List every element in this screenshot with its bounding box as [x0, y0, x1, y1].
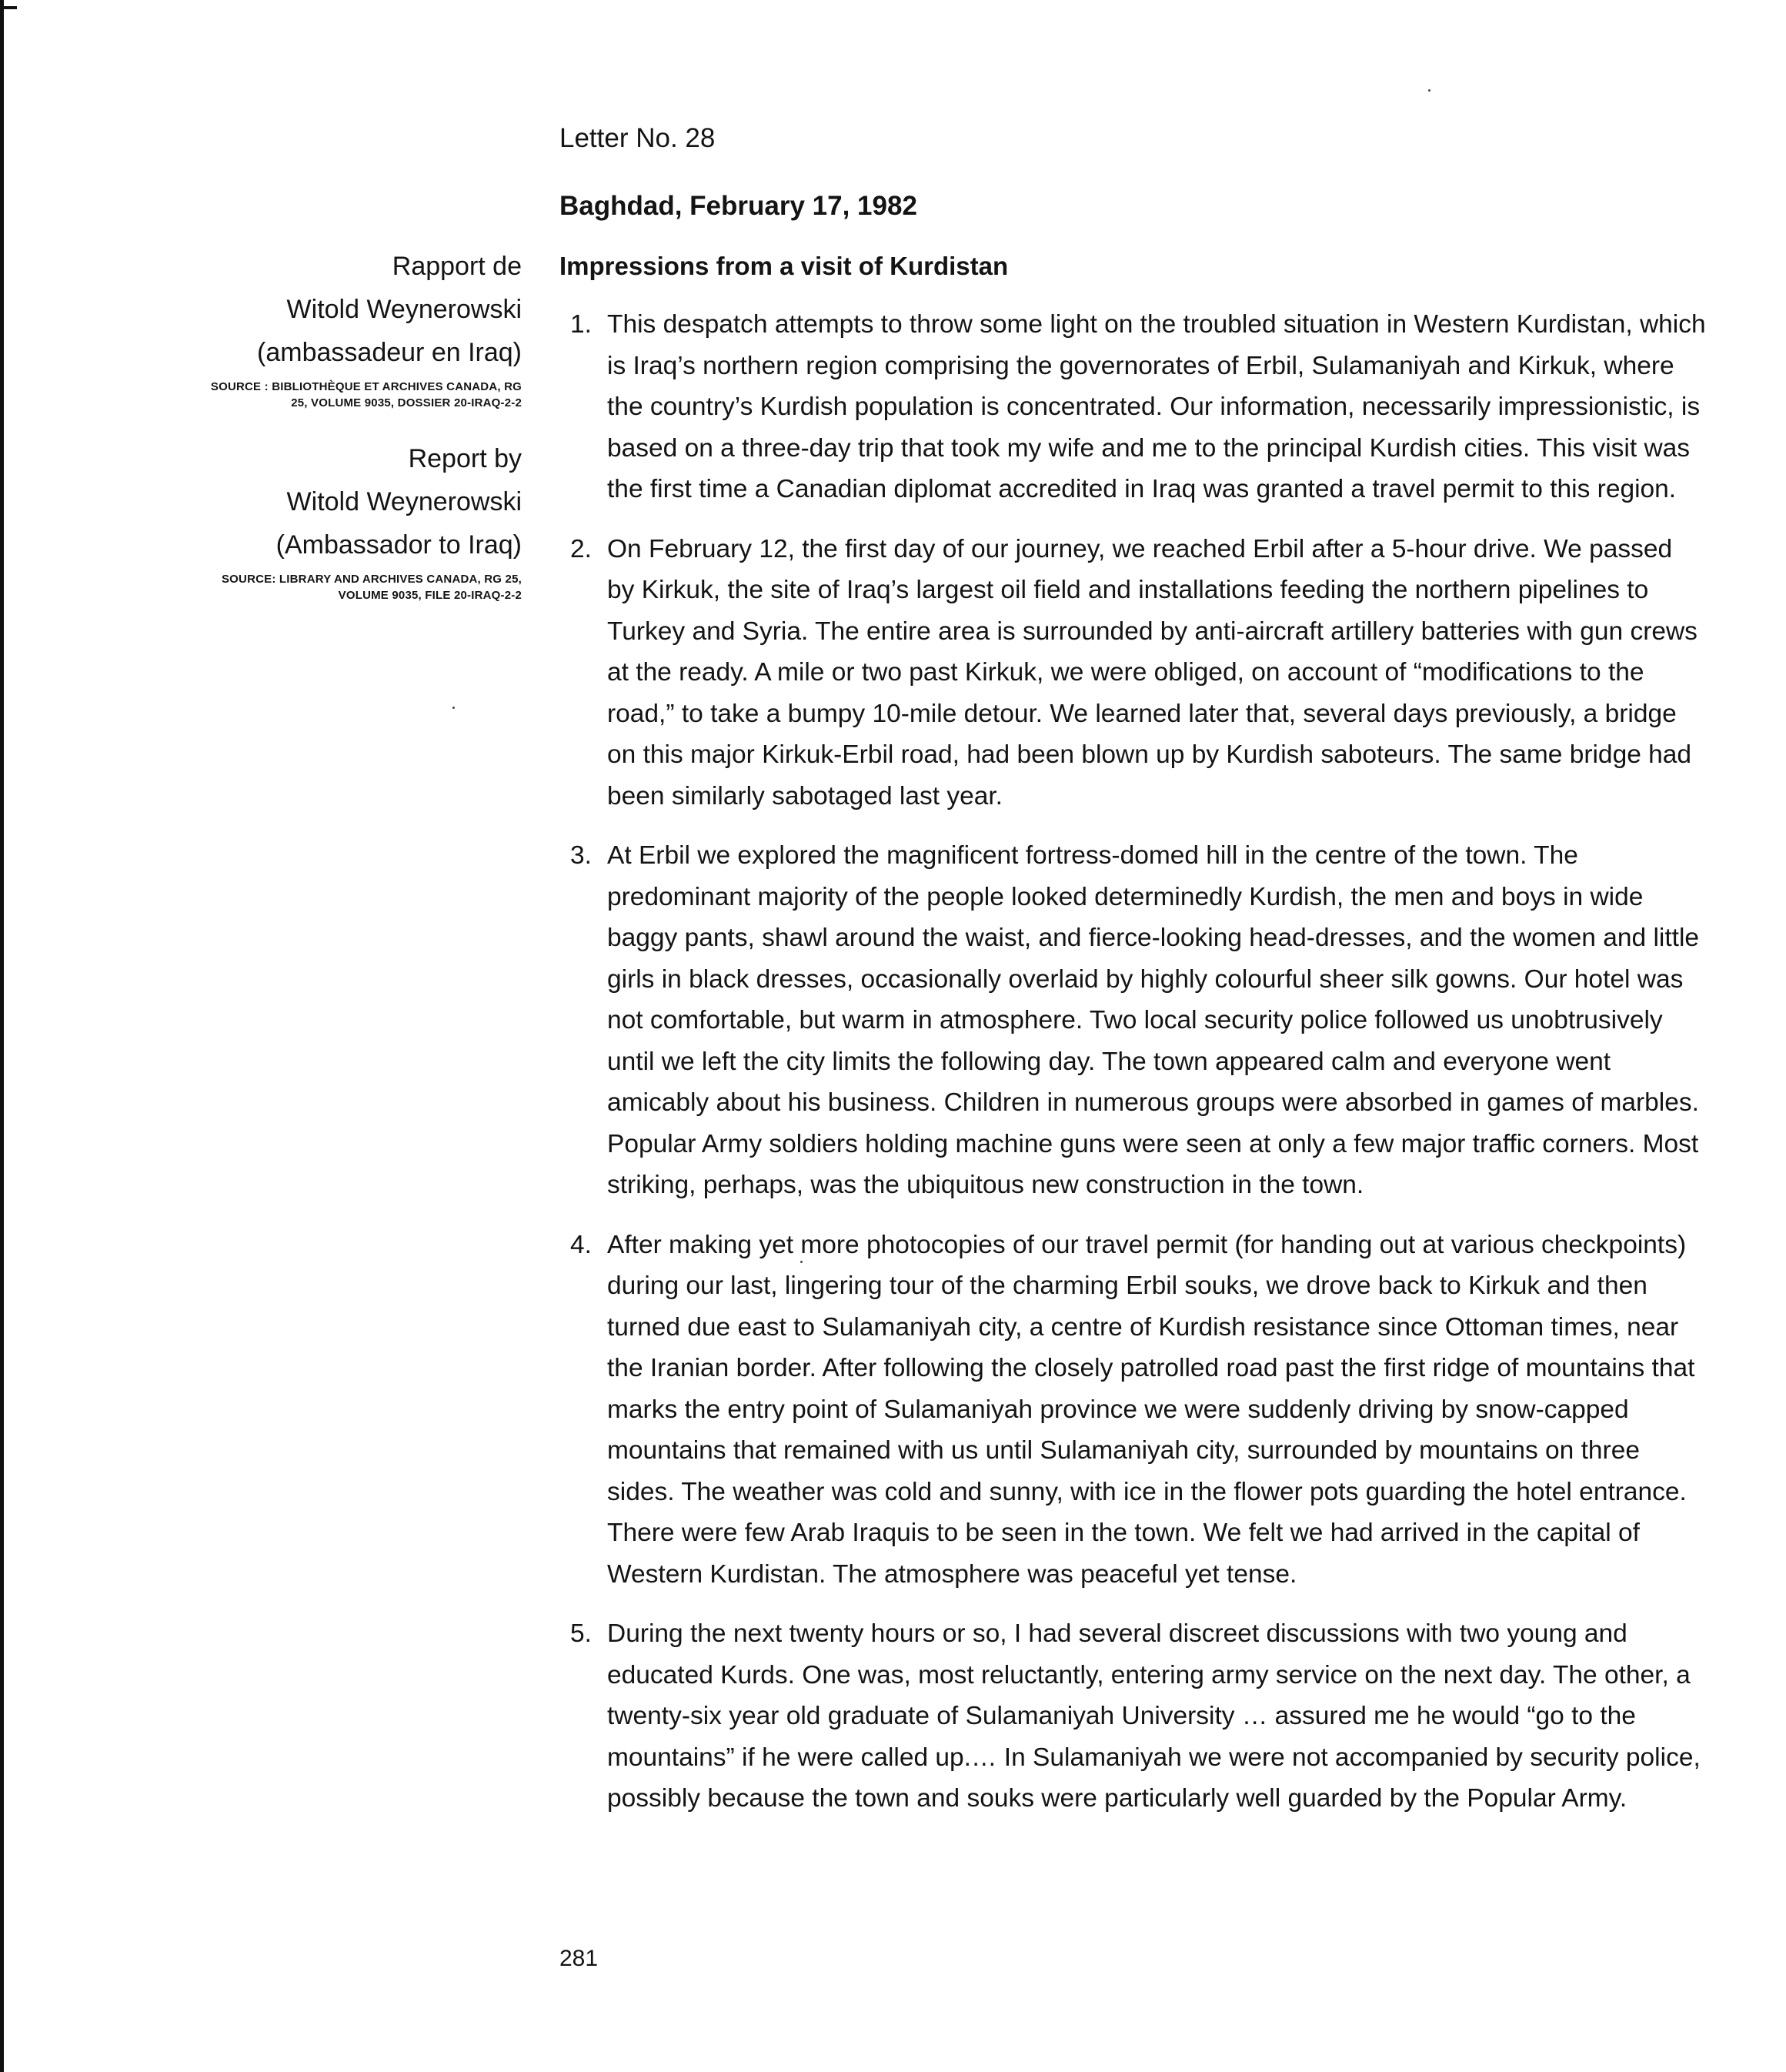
attribution-sidebar — [192, 245, 522, 603]
letter-body — [559, 119, 1706, 1838]
letter-number: Letter No. 28 — [559, 123, 716, 153]
english-author-name: Witold Weynerowski — [286, 487, 522, 516]
french-report-heading: Rapport de — [392, 252, 522, 281]
paragraph-number: 5. — [570, 1619, 592, 1648]
letter-subject: Impressions from a visit of Kurdistan — [559, 252, 1009, 280]
english-source-note: SOURCE: LIBRARY AND ARCHIVES CANADA, RG 25, VOLUME 9035, FILE 20-IRAQ-2-2 — [221, 573, 522, 602]
paragraph-text: During the next twenty hours or so, I had several discreet discussions with two young and educated Kurds. One was, most reluctantly, entering army service on the next day. The other, a twenty-six year old graduate of Sulamaniyah University … assured me he would “go to the mountains” if he were called up.… In Sulamaniyah we were not accompanied by security police, possibly because the town and souks were particularly well guarded by the Popular Army. — [607, 1619, 1701, 1813]
paragraph-2 — [559, 529, 1706, 817]
paragraph-number: 1. — [570, 310, 592, 339]
english-author-title: (Ambassador to Iraq) — [275, 530, 522, 560]
paragraph-text: This despatch attempts to throw some light on the troubled situation in Western Kurdistan, which is Iraq’s northern region comprising the governorates of Erbil, Sulamaniyah and Kirkuk, where the country’s Kurdish population is concentrated. Our information, necessarily impressionistic, is based on a three-day trip that took my wife and me to the principal Kurdish cities. This visit was the first time a Canadian diplomat accredited in Iraq was granted a travel permit to this region. — [607, 310, 1706, 503]
french-author-name: Witold Weynerowski — [286, 295, 522, 324]
page-binding-edge — [0, 0, 4, 2072]
french-attribution — [192, 245, 522, 411]
paragraph-number: 3. — [570, 841, 592, 870]
paragraph-text: On February 12, the first day of our journey, we reached Erbil after a 5-hour drive. We passed by Kirkuk, the site of Iraq’s largest oil field and installations feeding the northern pipelines to Turkey and Syria. The entire area is surrounded by anti-aircraft artillery batteries with gun crews at the ready. A mile or two past Kirkuk, we were obliged, on account of “modifications to the road,” to take a bumpy 10-mile detour. We learned later that, several days previously, a bridge on this major Kirkuk-Erbil road, had been blown up by Kurdish saboteurs. The same bridge had been similarly sabotaged last year. — [607, 534, 1698, 810]
paragraph-number: 4. — [570, 1230, 592, 1259]
scan-speck — [800, 1261, 803, 1263]
paragraph-4 — [559, 1225, 1706, 1596]
english-attribution — [192, 437, 522, 603]
scan-speck — [452, 707, 455, 709]
english-report-heading: Report by — [408, 444, 522, 473]
page-corner-mark — [0, 6, 17, 9]
page-number: 281 — [559, 1946, 599, 1971]
paragraph-5 — [559, 1613, 1706, 1820]
scan-speck — [1428, 89, 1430, 92]
french-source-note: SOURCE : BIBLIOTHÈQUE ET ARCHIVES CANADA, RG 25, VOLUME 9035, DOSSIER 20-IRAQ-2-2 — [210, 380, 522, 409]
paragraph-3 — [559, 835, 1706, 1206]
french-author-title: (ambassadeur en Iraq) — [257, 338, 522, 367]
paragraph-text: At Erbil we explored the magnificent fortress-domed hill in the centre of the town. The predominant majority of the people looked determinedly Kurdish, the men and boys in wide baggy pants, shawl around the waist, and fierce-looking head-dresses, and the women and little girls in black dresses, occasionally overlaid by highly colourful sheer silk gowns. Our hotel was not comfortable, but warm in atmosphere. Two local security police followed us unobtrusively until we left the city limits the following day. The town appeared calm and everyone went amicably about his business. Children in numerous groups were absorbed in games of marbles. Popular Army soldiers holding machine guns were seen at only a few major traffic corners. Most striking, perhaps, was the ubiquitous new construction in the town. — [607, 841, 1700, 1199]
letter-dateline: Baghdad, February 17, 1982 — [559, 191, 917, 221]
paragraph-1 — [559, 304, 1706, 510]
paragraph-text: After making yet more photocopies of our travel permit (for handing out at various checkpoints) during our last, lingering tour of the charming Erbil souks, we drove back to Kirkuk and then turned due east to Sulamaniyah city, a centre of Kurdish resistance since Ottoman times, near the Iranian border. After following the closely patrolled road past the first ridge of mountains that marks the entry point of Sulamaniyah province we were suddenly driving by snow-capped mountains that remained with us until Sulamaniyah city, surrounded by mountains on three sides. The weather was cold and sunny, with ice in the flower pots guarding the hotel entrance. There were few Arab Iraquis to be seen in the town. We felt we had arrived in the capital of Western Kurdistan. The atmosphere was peaceful yet tense. — [607, 1230, 1695, 1589]
sidebar-spacer — [192, 411, 522, 437]
paragraph-number: 2. — [570, 534, 592, 563]
